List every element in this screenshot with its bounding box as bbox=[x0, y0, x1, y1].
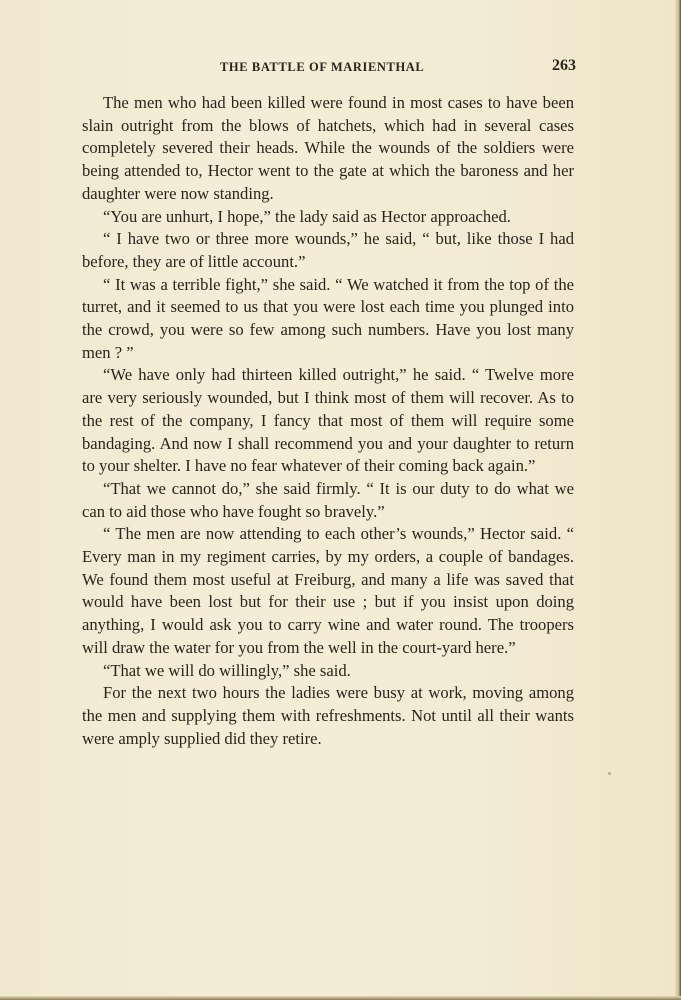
page-edge-bottom bbox=[0, 996, 681, 1000]
chapter-title: THE BATTLE OF MARIENTHAL bbox=[220, 60, 425, 74]
paragraph: The men who had been killed were found in most cases to have been slain outright from the blows of hatchets, which had in several cases completely severed their heads. While the wounds of the soldiers were being attended to, Hector went to the gate at which the baroness and her daughter were now standing. bbox=[82, 93, 574, 203]
body-text bbox=[82, 92, 574, 750]
paper-blemish bbox=[608, 772, 611, 775]
page-edge-right bbox=[675, 0, 681, 1000]
paragraph: “You are unhurt, I hope,” the lady said as Hector approached. bbox=[103, 206, 511, 226]
paragraph: “ I have two or three more wounds,” he said, “ but, like those I had before, they are of little account.” bbox=[82, 229, 574, 271]
paragraph: “We have only had thirteen killed outright,” he said. “ Twelve more are very seriously wounded, but I think most of them will recover. As to the rest of the company, I fancy that most of them will require some bandaging. And now I shall recommend you and your daughter to return to your shelter. I have no fear whatever of their coming back again.” bbox=[82, 365, 574, 476]
paragraph: For the next two hours the ladies were busy at work, moving among the men and supplying them with refreshments. Not until all their wants were amply supplied did they retire. bbox=[82, 683, 574, 748]
running-head bbox=[82, 58, 576, 78]
paragraph: “ The men are now attending to each other’s wounds,” Hector said. “ Every man in my regiment carries, by my orders, a couple of bandages. We found them most useful at Freiburg, and many a life was saved that would have been lost but for their use ; but if you insist upon doing anything, I would ask you to carry wine and water round. The troopers will draw the water for you from the well in the court-yard here.” bbox=[82, 524, 574, 657]
paragraph: “That we cannot do,” she said firmly. “ It is our duty to do what we can to aid those who have fought so bravely.” bbox=[82, 478, 574, 521]
page-number: 263 bbox=[552, 57, 576, 74]
paragraph: “ It was a terrible fight,” she said. “ We watched it from the top of the turret, and it seemed to us that you were lost each time you plunged into the crowd, you were so few among such numbers. Have you lost many men ? ” bbox=[82, 274, 574, 362]
paragraph: “That we will do willingly,” she said. bbox=[103, 660, 351, 680]
